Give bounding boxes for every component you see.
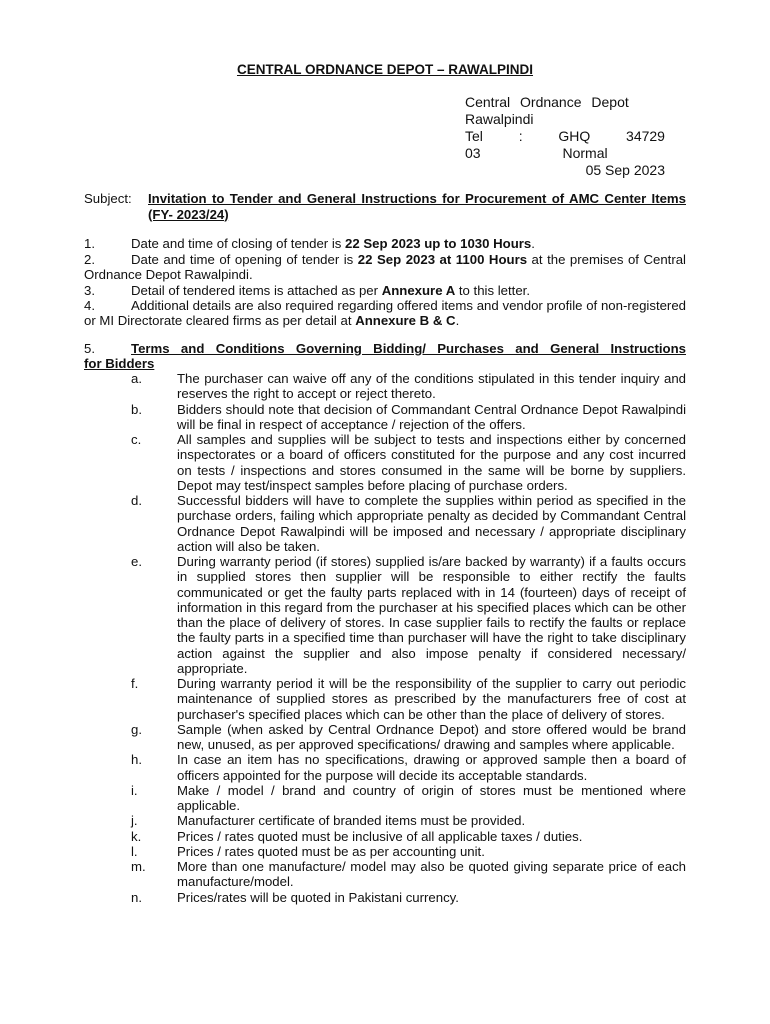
paragraph-4 [84,298,686,329]
item-text: Make / model / brand and country of origin of stores must be mentioned where applicable. [177,782,686,813]
subject-text: Invitation to Tender and General Instructions for Procurement of AMC Center Items (FY- 2023/24) [148,191,686,222]
item-letter: d. [131,493,142,508]
paragraph-bold: 22 Sep 2023 up to 1030 Hours [345,236,532,251]
terms-list [84,371,686,905]
section-heading-line1: Terms and Conditions Governing Bidding/ Purchases and General Instructions [131,341,686,356]
item-letter: f. [131,676,139,691]
tel-ghq: GHQ [558,128,591,144]
item-text: During warranty period it will be the responsibility of the supplier to carry out periodic maintenance of supplied stores as prescribed by the manufacturers free of cost at purchaser's specified places which can be other than the place of delivery of stores. [177,676,686,722]
paragraph-bold: Annexure A [381,283,456,298]
list-item [84,432,686,493]
subject-label: Subject: [84,191,132,206]
item-text: More than one manufacture/ model may also be quoted giving separate price of each manufacture/model. [177,859,686,890]
item-letter: j. [131,813,138,829]
list-item [84,371,686,402]
paragraph-text: at the premises of Central Ordnance Depot Rawalpindi. [84,252,686,283]
item-letter: a. [131,371,142,386]
item-letter: n. [131,889,142,905]
list-item [84,752,686,783]
telephone-row-2 [465,145,665,162]
list-item [84,402,686,433]
item-text: Sample (when asked by Central Ordnance Depot) and store offered would be brand new, unused, as per approved specifications/ drawing and samples where applicable. [177,721,686,752]
section-5-heading [84,342,686,372]
tel-type: Normal [562,145,608,161]
list-item [84,676,686,722]
item-text: Bidders should note that decision of Commandant Central Ordnance Depot Rawalpindi will be final in respect of acceptance / rejection of the offers. [177,401,686,432]
item-text: During warranty period (if stores) supplied is/are backed by warranty) if a faults occurs in supplied stores then supplier will be responsible to either rectify the faults communicated or get the faulty parts replaced with in 14 (fourteen) days of receipt of information in this regard from the purchaser at his specified places which can be other than the place of delivery of stores. In case supplier fails to rectify the faults or replace the faulty parts in a specified time than purchaser will have the right to take disciplinary action against the supplier and also impose penalty if considered necessary/ appropriate. [177,554,686,676]
paragraph-text: . [455,313,460,329]
list-item [84,554,686,676]
document-title: CENTRAL ORDNANCE DEPOT – RAWALPINDI [236,62,534,77]
address-block [465,94,665,179]
item-text: In case an item has no specifications, drawing or approved sample then a board of officers appointed for the purpose will decide its acceptable standards. [177,752,686,783]
item-letter: c. [131,432,142,447]
paragraph-2 [84,252,686,283]
section-heading-line2: for Bidders [84,355,155,371]
paragraph-text: Date and time of opening of tender is [131,252,358,267]
paragraph-text: to this letter. [455,283,530,298]
list-item [84,844,686,859]
item-text: Prices / rates quoted must be as per accounting unit. [177,843,485,859]
item-letter: i. [131,782,138,798]
paragraph-3 [84,283,686,298]
paragraph-text: . [531,236,535,251]
item-letter: m. [131,859,146,874]
list-item [84,890,686,905]
item-text: The purchaser can waive off any of the conditions stipulated in this tender inquiry and reserves the right to accept or reject thereto. [177,371,686,402]
list-item [84,722,686,753]
item-text: Successful bidders will have to complete the supplies within period as specified in the purchase orders, failing which appropriate penalty as decided by Commandant Central Ordnance Depot Rawalpindi will be imposed and necessary / appropriate disciplinary action will also be taken. [177,493,686,554]
paragraph-number: 1. [84,236,95,251]
item-letter: h. [131,752,142,768]
item-letter: k. [131,828,142,844]
list-item [84,783,686,814]
list-item [84,813,686,828]
item-letter: l. [131,843,138,859]
tel-ext: 03 [465,145,481,161]
item-letter: g. [131,721,142,737]
paragraph-number: 3. [84,283,95,298]
item-text: All samples and supplies will be subject to tests and inspections either by concerned inspectorates or a board of officers constituted for the purpose and any cost incurred on tests / inspections and stores consumed in the same will be borne by suppliers. Depot may test/inspect samples before placing of purchase orders. [177,432,686,493]
paragraph-1 [84,236,686,251]
address-city: Rawalpindi [465,111,534,127]
address-line: Central Ordnance Depot [465,94,629,110]
section-number: 5. [84,341,95,356]
item-text: Prices / rates quoted must be inclusive of all applicable taxes / duties. [177,828,583,844]
item-letter: e. [131,554,142,569]
letter-date: 05 Sep 2023 [585,162,665,178]
list-item [84,859,686,890]
paragraph-number: 4. [84,298,95,313]
paragraph-text: Additional details are also required regarding offered items and vendor profile of non-registered or MI Directorate cleared firms as per detail at [84,298,686,329]
paragraph-number: 2. [84,252,95,267]
list-item [84,493,686,554]
tel-label: Tel [465,128,483,144]
item-text: Manufacturer certificate of branded items must be provided. [177,813,526,829]
paragraph-bold: Annexure B & C [355,313,456,329]
item-letter: b. [131,401,142,417]
tel-number: 34729 [626,128,665,144]
list-item [84,829,686,844]
item-text: Prices/rates will be quoted in Pakistani currency. [177,889,459,905]
tel-colon: : [518,128,523,144]
paragraph-text: Detail of tendered items is attached as per [131,283,382,298]
telephone-row [465,128,665,145]
paragraph-text: Date and time of closing of tender is [131,236,346,251]
paragraph-bold: 22 Sep 2023 at 1100 Hours [357,252,528,267]
subject-block [84,191,686,222]
